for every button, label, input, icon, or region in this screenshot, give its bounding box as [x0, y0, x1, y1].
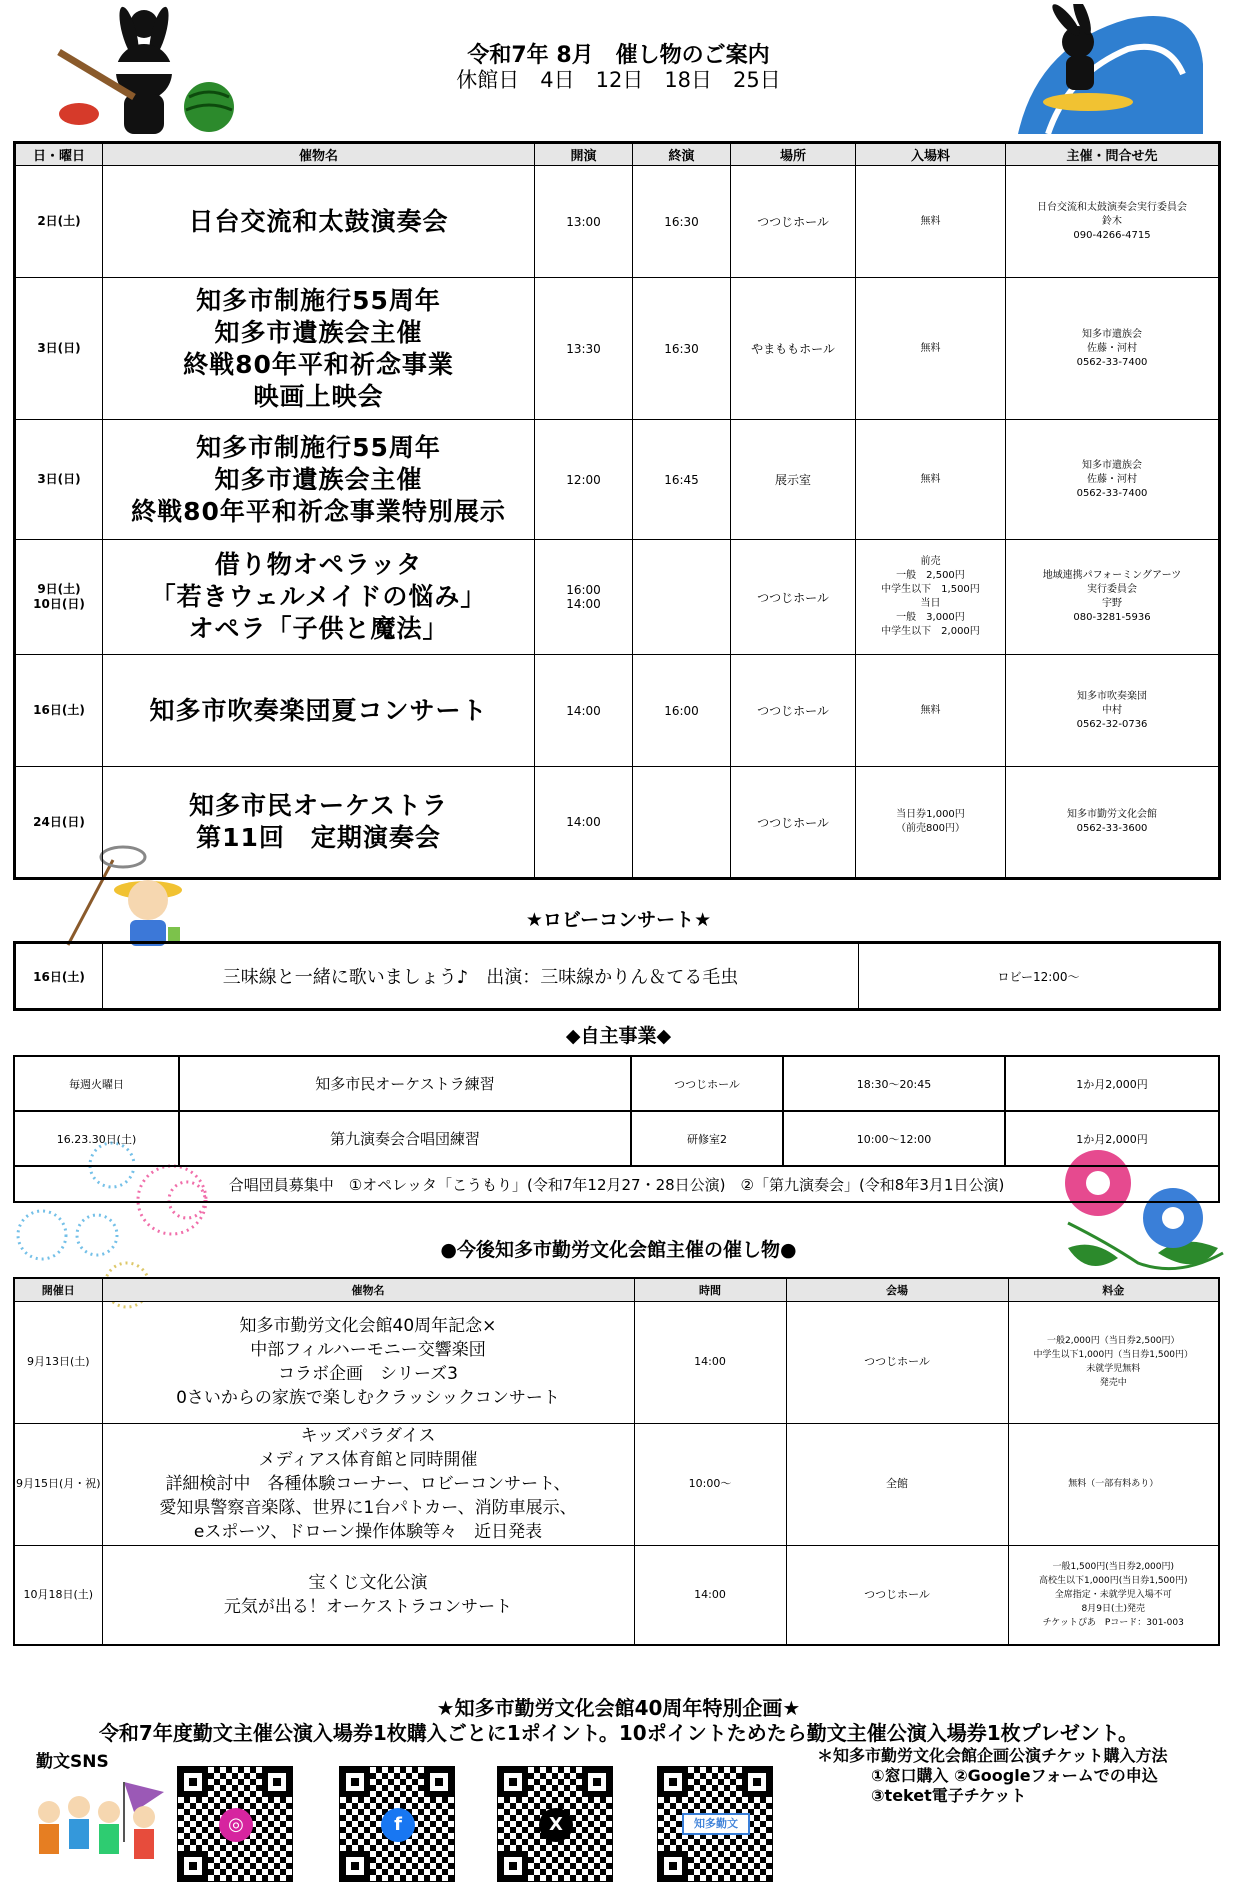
- col-header: 時間: [634, 1278, 786, 1301]
- event-fee: 無料: [856, 278, 1006, 420]
- event-end: 16:45: [633, 420, 731, 540]
- table-row: [14, 1111, 1219, 1166]
- event-start: 14:00: [535, 655, 633, 767]
- col-header: 終演: [633, 143, 731, 166]
- table-row: [15, 943, 1220, 1010]
- table-row: [14, 1056, 1219, 1111]
- event-name: 日台交流和太鼓演奏会: [103, 166, 535, 278]
- self-business-table: [13, 1055, 1220, 1203]
- events-table: [13, 141, 1221, 880]
- event-date: 16日(土): [15, 655, 103, 767]
- facebook-icon: f: [381, 1808, 415, 1842]
- table-row: [15, 655, 1220, 767]
- choir-recruit-row: [14, 1166, 1219, 1202]
- chita-kinbun-qr-code[interactable]: [657, 1766, 773, 1882]
- event-fee: 無料: [856, 655, 1006, 767]
- practice-date: 毎週火曜日: [14, 1056, 179, 1111]
- practice-name: 第九演奏会合唱団練習: [179, 1111, 631, 1166]
- page-title: 令和7年 8月 催し物のご案内: [467, 43, 770, 68]
- instagram-icon: ◎: [219, 1808, 253, 1842]
- future-events-table: [13, 1277, 1220, 1646]
- event-start: 12:00: [535, 420, 633, 540]
- event-date: 3日(日): [15, 278, 103, 420]
- ticket-info: [817, 1746, 1168, 1806]
- practice-fee: 1か月2,000円: [1005, 1111, 1219, 1166]
- event-contact: 知多市勤労文化会館 0562-33-3600: [1006, 767, 1220, 879]
- lobby-section-title: ★ロビーコンサート★: [525, 909, 712, 931]
- ticket-method-1: ①窓口購入 ②Googleフォームでの申込: [871, 1766, 1158, 1785]
- col-header: 場所: [731, 143, 856, 166]
- event-contact: 地域連携パフォーミングアーツ 実行委員会 宇野 080-3281-5936: [1006, 540, 1220, 655]
- lobby-time: ロビー12:00〜: [859, 943, 1220, 1010]
- facebook-qr-code[interactable]: [339, 1766, 455, 1882]
- chita-kinbun-icon: 知多勤文: [682, 1813, 750, 1835]
- event-name: 借り物オペラッタ 「若きウェルメイドの悩み」 オペラ「子供と魔法」: [103, 540, 535, 655]
- practice-time: 18:30〜20:45: [783, 1056, 1005, 1111]
- special-campaign-text: 令和7年度勤文主催公演入場券1枚購入ごとに1ポイント。10ポイントためたら勤文主催公演入場券1枚プレゼント。: [98, 1721, 1139, 1745]
- closed-days: 休館日 4日 12日 18日 25日: [456, 68, 781, 92]
- event-name: 知多市制施行55周年 知多市遺族会主催 終戦80年平和祈念事業 映画上映会: [103, 278, 535, 420]
- table-row: [15, 420, 1220, 540]
- sns-label: 勤文SNS: [36, 1752, 109, 1772]
- practice-fee: 1か月2,000円: [1005, 1056, 1219, 1111]
- future-fee: 一般2,000円（当日券2,500円） 中学生以下1,000円（当日券1,500円） 未就学児無料 発売中: [1008, 1301, 1219, 1423]
- x-icon: X: [539, 1808, 573, 1842]
- future-header-row: [14, 1278, 1219, 1301]
- table-row: [14, 1423, 1219, 1545]
- future-place: つつじホール: [786, 1545, 1008, 1645]
- col-header: 開催日: [14, 1278, 102, 1301]
- event-place: つつじホール: [731, 767, 856, 879]
- event-fee: 無料: [856, 420, 1006, 540]
- lobby-date: 16日(土): [15, 943, 103, 1010]
- future-name: 宝くじ文化公演 元気が出る！オーケストラコンサート: [102, 1545, 634, 1645]
- event-name: 知多市制施行55周年 知多市遺族会主催 終戦80年平和祈念事業特別展示: [103, 420, 535, 540]
- event-start: 14:00: [535, 767, 633, 879]
- event-end: 16:30: [633, 278, 731, 420]
- event-date: 9日(土) 10日(日): [15, 540, 103, 655]
- event-place: つつじホール: [731, 655, 856, 767]
- lobby-program: 三味線と一緒に歌いましょう♪ 出演：三味線かりん＆てる毛虫: [103, 943, 859, 1010]
- instagram-qr-code[interactable]: [177, 1766, 293, 1882]
- ticket-method-2: ③teket電子チケット: [871, 1786, 1027, 1805]
- future-time: 14:00: [634, 1301, 786, 1423]
- future-events-title: ●今後知多市勤労文化会館主催の催し物●: [440, 1239, 797, 1261]
- event-contact: 知多市遺族会 佐藤・河村 0562-33-7400: [1006, 420, 1220, 540]
- future-place: 全館: [786, 1423, 1008, 1545]
- practice-time: 10:00〜12:00: [783, 1111, 1005, 1166]
- event-place: つつじホール: [731, 540, 856, 655]
- table-row: [15, 166, 1220, 278]
- future-date: 9月15日(月・祝): [14, 1423, 102, 1545]
- table-row: [14, 1301, 1219, 1423]
- col-header: 催物名: [103, 143, 535, 166]
- col-header: 開演: [535, 143, 633, 166]
- event-end: 16:30: [633, 166, 731, 278]
- col-header: 主催・問合せ先: [1006, 143, 1220, 166]
- ticket-title: ＊知多市勤労文化会館企画公演チケット購入方法: [817, 1746, 1168, 1765]
- event-start: 13:30: [535, 278, 633, 420]
- events-header-row: [15, 143, 1220, 166]
- col-header: 料金: [1008, 1278, 1219, 1301]
- future-name: キッズパラダイス メディアス体育館と同時開催 詳細検討中 各種体験コーナー、ロビーコンサート、 愛知県警察音楽隊、世界に1台パトカー、消防車展示、 eスポーツ、ドローン操作体験等々 近日発表: [102, 1423, 634, 1545]
- col-header: 入場料: [856, 143, 1006, 166]
- event-date: 2日(土): [15, 166, 103, 278]
- event-start: 16:00 14:00: [535, 540, 633, 655]
- event-contact: 知多市遺族会 佐藤・河村 0562-33-7400: [1006, 278, 1220, 420]
- self-business-title: ◆自主事業◆: [565, 1025, 672, 1047]
- event-end: [633, 540, 731, 655]
- practice-name: 知多市民オーケストラ練習: [179, 1056, 631, 1111]
- x-qr-code[interactable]: [497, 1766, 613, 1882]
- event-date: 3日(日): [15, 420, 103, 540]
- col-header: 催物名: [102, 1278, 634, 1301]
- special-campaign-title: ★知多市勤労文化会館40周年特別企画★: [436, 1696, 801, 1720]
- event-place: つつじホール: [731, 166, 856, 278]
- musicians-illustration: [24, 1772, 174, 1872]
- practice-place: つつじホール: [631, 1056, 783, 1111]
- table-row: [15, 767, 1220, 879]
- table-row: [15, 278, 1220, 420]
- future-fee: 一般1,500円(当日券2,000円) 高校生以下1,000円(当日券1,500円) 全席指定・未就学児入場不可 8月9日(土)発売 チケットぴあ Pコード：301-003: [1008, 1545, 1219, 1645]
- future-name: 知多市勤労文化会館40周年記念× 中部フィルハーモニー交響楽団 コラボ企画 シリーズ3 0さいからの家族で楽しむクラッシックコンサート: [102, 1301, 634, 1423]
- event-start: 13:00: [535, 166, 633, 278]
- event-contact: 日台交流和太鼓演奏会実行委員会 鈴木 090-4266-4715: [1006, 166, 1220, 278]
- event-place: やまももホール: [731, 278, 856, 420]
- event-name: 知多市民オーケストラ 第11回 定期演奏会: [103, 767, 535, 879]
- table-row: [15, 540, 1220, 655]
- future-place: つつじホール: [786, 1301, 1008, 1423]
- event-place: 展示室: [731, 420, 856, 540]
- future-time: 10:00〜: [634, 1423, 786, 1545]
- event-end: 16:00: [633, 655, 731, 767]
- event-fee: 無料: [856, 166, 1006, 278]
- event-name: 知多市吹奏楽団夏コンサート: [103, 655, 535, 767]
- lobby-table: [13, 941, 1221, 1011]
- practice-date: 16.23.30日(土): [14, 1111, 179, 1166]
- practice-place: 研修室2: [631, 1111, 783, 1166]
- future-date: 10月18日(土): [14, 1545, 102, 1645]
- event-contact: 知多市吹奏楽団 中村 0562-32-0736: [1006, 655, 1220, 767]
- table-row: [14, 1545, 1219, 1645]
- event-fee: 当日券1,000円 （前売800円）: [856, 767, 1006, 879]
- future-time: 14:00: [634, 1545, 786, 1645]
- col-header: 会場: [786, 1278, 1008, 1301]
- future-date: 9月13日(土): [14, 1301, 102, 1423]
- event-end: [633, 767, 731, 879]
- event-fee: 前売 一般 2,500円 中学生以下 1,500円 当日 一般 3,000円 中学生以下 2,000円: [856, 540, 1006, 655]
- future-fee: 無料（一部有料あり）: [1008, 1423, 1219, 1545]
- col-header: 日・曜日: [15, 143, 103, 166]
- event-date: 24日(日): [15, 767, 103, 879]
- choir-recruit-note: 合唱団員募集中 ①オペレッタ「こうもり」(令和7年12月27・28日公演) ②「第九演奏会」(令和8年3月1日公演): [14, 1166, 1219, 1202]
